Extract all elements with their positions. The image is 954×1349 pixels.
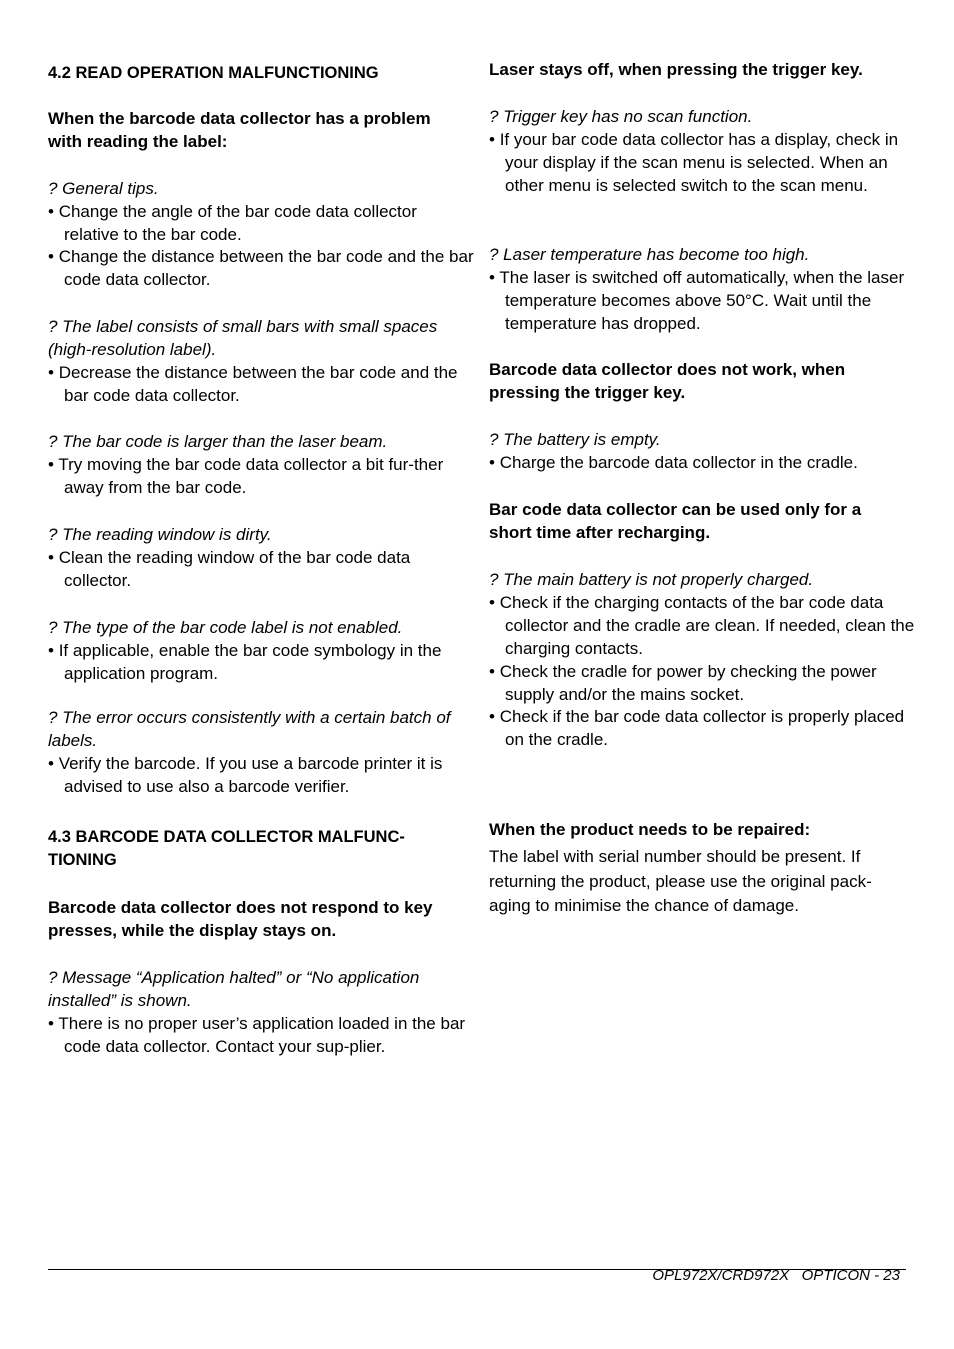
question-window-dirty: ? The reading window is dirty.	[48, 525, 272, 544]
bullet-charge-in-cradle: • Charge the barcode data collector in the cradle.	[489, 451, 923, 474]
bullet-change-distance: • Change the distance between the bar code and the bar code data collector.	[48, 245, 476, 291]
question-application-halted: ? Message “Application halted” or “No application installed” is shown.	[48, 968, 420, 1010]
paragraph-repair: The label with serial number should be present. If returning the product, please use the original pack-aging to minimise the chance of damage.	[489, 847, 872, 915]
bullet-change-angle: • Change the angle of the bar code data collector relative to the bar code.	[48, 200, 476, 246]
section-heading-4-3: 4.3 BARCODE DATA COLLECTOR MALFUNC-TIONING	[48, 828, 405, 869]
subheading-repair: When the product needs to be repaired:	[489, 820, 811, 839]
section-heading-4-2: 4.2 READ OPERATION MALFUNCTIONING	[48, 64, 379, 82]
question-not-enabled: ? The type of the bar code label is not enabled.	[48, 618, 403, 637]
bullet-no-application: • There is no proper user’s application loaded in the bar code data collector. Contact your sup-plier.	[48, 1012, 476, 1058]
question-trigger-no-scan: ? Trigger key has no scan function.	[489, 107, 753, 126]
bullet-check-contacts: • Check if the charging contacts of the bar code data collector and the cradle are clean. If needed, clean the charging contacts.	[489, 591, 923, 660]
bullet-enable-symbology: • If applicable, enable the bar code symbology in the application program.	[48, 639, 476, 685]
question-battery-empty: ? The battery is empty.	[489, 430, 661, 449]
bullet-verify-barcode: • Verify the barcode. If you use a barcode printer it is advised to use also a barcode verifier.	[48, 752, 476, 798]
bullet-check-cradle-power: • Check the cradle for power by checking the power supply and/or the mains socket.	[489, 660, 923, 706]
subheading-does-not-work: Barcode data collector does not work, when pressing the trigger key.	[489, 360, 846, 402]
bullet-check-scan-menu: • If your bar code data collector has a display, check in your display if the scan menu is selected. When an other menu is selected switch to the scan menu.	[489, 128, 923, 197]
subheading-read-problem: When the barcode data collector has a problem with reading the label:	[48, 109, 431, 151]
question-not-charged: ? The main battery is not properly charged.	[489, 570, 814, 589]
question-batch-error: ? The error occurs consistently with a certain batch of labels.	[48, 708, 451, 750]
bullet-check-placement: • Check if the bar code data collector is properly placed on the cradle.	[489, 705, 923, 751]
bullet-clean-window: • Clean the reading window of the bar code data collector.	[48, 546, 476, 592]
subheading-laser-off: Laser stays off, when pressing the trigger key.	[489, 60, 863, 79]
question-laser-temperature: ? Laser temperature has become too high.	[489, 245, 810, 264]
subheading-no-key-response: Barcode data collector does not respond to key presses, while the display stays on.	[48, 898, 433, 940]
page-footer: OPL972X/CRD972X OPTICON - 23	[652, 1267, 900, 1284]
question-larger-than-beam: ? The bar code is larger than the laser beam.	[48, 432, 388, 451]
question-small-bars: ? The label consists of small bars with small spaces (high-resolution label).	[48, 317, 438, 359]
question-general-tips: ? General tips.	[48, 179, 159, 198]
bullet-move-away: • Try moving the bar code data collector a bit fur-ther away from the bar code.	[48, 453, 476, 499]
bullet-laser-switched-off: • The laser is switched off automatically, when the laser temperature becomes above 50°C. Wait until the temperature has dropped.	[489, 266, 923, 335]
bullet-decrease-distance: • Decrease the distance between the bar code and the bar code data collector.	[48, 361, 476, 407]
subheading-short-time: Bar code data collector can be used only for a short time after recharging.	[489, 500, 862, 542]
